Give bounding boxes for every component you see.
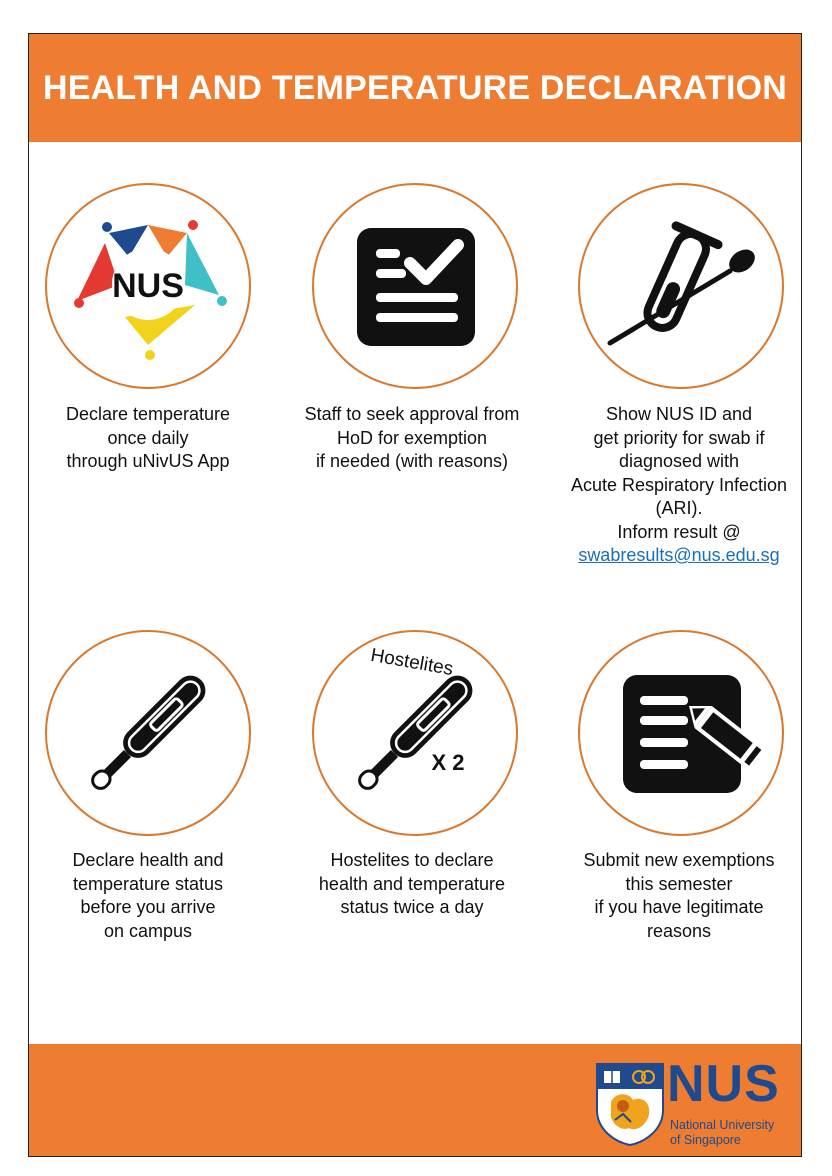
checklist-icon xyxy=(314,185,516,387)
title-banner xyxy=(29,34,801,142)
caption-staff-approval: Staff to seek approval from HoD for exemption if needed (with reasons) xyxy=(304,404,520,471)
nus-logo-subtitle-2: of Singapore xyxy=(670,1133,741,1147)
footer-banner xyxy=(29,1044,801,1157)
caption-swab-priority: Show NUS ID and get priority for swab if diagnosed with Acute Respiratory Infection (ARI). Inform result @ swabresults@nus.edu.sg xyxy=(570,404,788,565)
nus-footer-logo xyxy=(593,1055,791,1148)
thermometer-twice-icon xyxy=(314,632,516,834)
nus-logo-icon-circle xyxy=(45,183,251,389)
swab-results-email-link[interactable]: swabresults@nus.edu.sg xyxy=(578,545,780,565)
twice-count-label: X 2 xyxy=(431,750,465,775)
page-title: HEALTH AND TEMPERATURE DECLARATION xyxy=(42,68,788,107)
thermometer-icon-circle xyxy=(45,630,251,836)
hostelites-arc-label: Hostelites xyxy=(369,644,455,681)
nus-logo-subtitle-1: National University xyxy=(670,1118,775,1132)
thermometer-icon xyxy=(47,632,249,834)
document-edit-icon-circle xyxy=(578,630,784,836)
nus-logo-word: NUS xyxy=(667,1055,780,1113)
nus-logo-icon xyxy=(47,185,249,387)
nus-logo-text: NUS xyxy=(112,267,184,305)
nus-crest-icon xyxy=(595,1062,665,1146)
caption-hostelites: Hostelites to declare health and temperature status twice a day xyxy=(318,850,506,917)
poster xyxy=(28,33,802,1157)
document-edit-icon xyxy=(580,632,782,834)
thermometer-twice-icon-circle xyxy=(312,630,518,836)
swab-test-tube-icon-circle xyxy=(578,183,784,389)
swab-test-tube-icon xyxy=(580,185,782,387)
checklist-icon-circle xyxy=(312,183,518,389)
caption-declare-temperature: Declare temperature once daily through uNivUS App xyxy=(65,404,231,471)
caption-declare-health: Declare health and temperature status before you arrive on campus xyxy=(72,850,224,941)
caption-submit-exemptions: Submit new exemptions this semester if you have legitimate reasons xyxy=(583,850,775,941)
